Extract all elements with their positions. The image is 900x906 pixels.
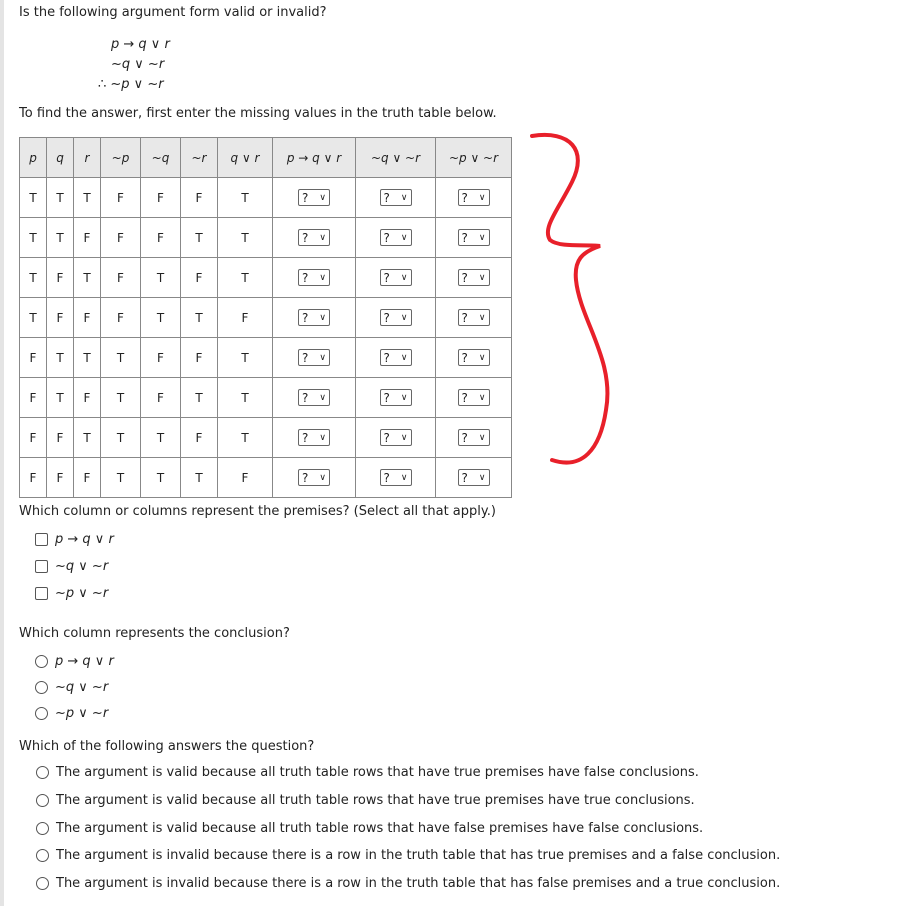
premise-option-3[interactable] bbox=[35, 586, 108, 601]
table-row bbox=[20, 218, 512, 258]
chevron-down-icon: ∨ bbox=[478, 393, 486, 403]
table-cell: F bbox=[101, 298, 141, 338]
dropdown-value: ? bbox=[461, 271, 468, 285]
table-cell: F bbox=[47, 458, 74, 498]
table-cell bbox=[436, 218, 512, 258]
table-cell: F bbox=[47, 298, 74, 338]
chevron-down-icon: ∨ bbox=[319, 473, 326, 483]
answer-dropdown[interactable] bbox=[298, 189, 330, 206]
answer-dropdown[interactable] bbox=[298, 309, 330, 326]
table-cell: F bbox=[74, 378, 101, 418]
table-cell: F bbox=[141, 218, 181, 258]
table-cell bbox=[436, 338, 512, 378]
header-r: r bbox=[74, 138, 101, 178]
table-cell: F bbox=[74, 218, 101, 258]
table-cell: F bbox=[20, 338, 47, 378]
answer-dropdown[interactable] bbox=[458, 189, 490, 206]
instruction-text: To find the answer, first enter the missing values in the truth table below. bbox=[19, 106, 497, 121]
chevron-down-icon: ∨ bbox=[319, 233, 326, 243]
table-row bbox=[20, 298, 512, 338]
chevron-down-icon: ∨ bbox=[319, 433, 326, 443]
header-not-r: ~r bbox=[181, 138, 218, 178]
table-cell bbox=[273, 458, 356, 498]
checkbox[interactable] bbox=[35, 587, 48, 600]
argument-form bbox=[98, 35, 198, 95]
dropdown-value: ? bbox=[383, 431, 390, 445]
chevron-down-icon: ∨ bbox=[478, 473, 486, 483]
dropdown-value: ? bbox=[461, 471, 468, 485]
answer-dropdown[interactable] bbox=[380, 389, 412, 406]
table-cell: F bbox=[141, 338, 181, 378]
answer-dropdown[interactable] bbox=[458, 469, 490, 486]
table-cell: F bbox=[141, 178, 181, 218]
table-cell bbox=[273, 338, 356, 378]
table-row bbox=[20, 338, 512, 378]
option-label: p → q ∨ r bbox=[55, 654, 114, 669]
chevron-down-icon: ∨ bbox=[319, 273, 326, 283]
table-cell bbox=[273, 378, 356, 418]
dropdown-value: ? bbox=[383, 191, 390, 205]
table-cell bbox=[273, 298, 356, 338]
table-cell: T bbox=[47, 378, 74, 418]
chevron-down-icon: ∨ bbox=[478, 233, 486, 243]
option-label: ~q ∨ ~r bbox=[55, 559, 109, 574]
premise-option-2[interactable] bbox=[35, 559, 108, 574]
chevron-down-icon: ∨ bbox=[319, 393, 326, 403]
answer-dropdown[interactable] bbox=[458, 429, 490, 446]
table-cell: T bbox=[218, 338, 273, 378]
answer-dropdown[interactable] bbox=[458, 269, 490, 286]
answer-dropdown[interactable] bbox=[458, 229, 490, 246]
answer-dropdown[interactable] bbox=[380, 229, 412, 246]
dropdown-value: ? bbox=[302, 271, 309, 285]
table-cell bbox=[356, 338, 436, 378]
table-cell: T bbox=[218, 418, 273, 458]
table-cell: T bbox=[181, 458, 218, 498]
dropdown-value: ? bbox=[302, 231, 309, 245]
option-label: ~p ∨ ~r bbox=[55, 706, 109, 721]
dropdown-value: ? bbox=[461, 191, 468, 205]
dropdown-value: ? bbox=[302, 191, 309, 205]
answer-option-3[interactable] bbox=[36, 821, 703, 836]
chevron-down-icon: ∨ bbox=[478, 353, 486, 363]
table-cell: F bbox=[20, 418, 47, 458]
table-cell bbox=[436, 298, 512, 338]
chevron-down-icon: ∨ bbox=[400, 193, 408, 203]
radio-button[interactable] bbox=[36, 822, 49, 835]
table-cell: T bbox=[74, 178, 101, 218]
dropdown-value: ? bbox=[383, 391, 390, 405]
table-cell: F bbox=[74, 298, 101, 338]
premise-option-1[interactable] bbox=[35, 532, 114, 547]
table-header-row bbox=[20, 138, 512, 178]
table-cell: T bbox=[74, 258, 101, 298]
dropdown-value: ? bbox=[461, 431, 468, 445]
table-cell: F bbox=[74, 458, 101, 498]
table-cell: F bbox=[181, 258, 218, 298]
radio-button[interactable] bbox=[35, 681, 48, 694]
dropdown-value: ? bbox=[461, 231, 468, 245]
table-cell: F bbox=[218, 298, 273, 338]
question-text: Is the following argument form valid or invalid? bbox=[19, 5, 327, 20]
header-not-p: ~p bbox=[101, 138, 141, 178]
table-cell: T bbox=[20, 218, 47, 258]
table-cell: T bbox=[218, 178, 273, 218]
chevron-down-icon: ∨ bbox=[400, 313, 408, 323]
radio-button[interactable] bbox=[36, 794, 49, 807]
table-cell bbox=[273, 178, 356, 218]
table-cell: T bbox=[101, 418, 141, 458]
answer-dropdown[interactable] bbox=[458, 309, 490, 326]
header-p: p bbox=[20, 138, 47, 178]
header-not-q: ~q bbox=[141, 138, 181, 178]
chevron-down-icon: ∨ bbox=[478, 193, 486, 203]
table-cell bbox=[436, 458, 512, 498]
table-cell: T bbox=[181, 378, 218, 418]
option-label: The argument is valid because all truth table rows that have true premises have false conclusions. bbox=[56, 765, 699, 780]
chevron-down-icon: ∨ bbox=[319, 313, 326, 323]
chevron-down-icon: ∨ bbox=[400, 233, 408, 243]
option-label: The argument is invalid because there is a row in the truth table that has false premises and a true conclusion. bbox=[56, 876, 781, 891]
table-cell bbox=[356, 258, 436, 298]
chevron-down-icon: ∨ bbox=[319, 193, 326, 203]
option-label: p → q ∨ r bbox=[55, 532, 114, 547]
option-label: The argument is invalid because there is a row in the truth table that has true premises and a false conclusion. bbox=[56, 848, 781, 863]
table-cell: F bbox=[181, 338, 218, 378]
table-cell: T bbox=[74, 338, 101, 378]
table-cell: F bbox=[101, 258, 141, 298]
answer-dropdown[interactable] bbox=[380, 429, 412, 446]
table-cell: T bbox=[101, 458, 141, 498]
table-cell bbox=[436, 178, 512, 218]
dropdown-value: ? bbox=[302, 311, 309, 325]
table-cell: T bbox=[101, 378, 141, 418]
chevron-down-icon: ∨ bbox=[400, 473, 408, 483]
answer-option-1[interactable] bbox=[36, 765, 699, 780]
table-row bbox=[20, 178, 512, 218]
option-label: ~q ∨ ~r bbox=[55, 680, 109, 695]
dropdown-value: ? bbox=[461, 391, 468, 405]
header-p-implies: p → q ∨ r bbox=[273, 138, 356, 178]
dropdown-value: ? bbox=[383, 311, 390, 325]
dropdown-value: ? bbox=[461, 351, 468, 365]
dropdown-value: ? bbox=[461, 311, 468, 325]
answer-dropdown[interactable] bbox=[298, 229, 330, 246]
header-notq-or-notr: ~q ∨ ~r bbox=[356, 138, 436, 178]
table-row bbox=[20, 418, 512, 458]
premise-1: p → q ∨ r bbox=[111, 37, 170, 52]
answer-dropdown[interactable] bbox=[380, 309, 412, 326]
table-cell: T bbox=[218, 218, 273, 258]
table-row bbox=[20, 258, 512, 298]
answer-dropdown[interactable] bbox=[380, 269, 412, 286]
table-cell: T bbox=[218, 378, 273, 418]
chevron-down-icon: ∨ bbox=[400, 393, 408, 403]
answer-dropdown[interactable] bbox=[298, 269, 330, 286]
dropdown-value: ? bbox=[383, 271, 390, 285]
dropdown-value: ? bbox=[383, 351, 390, 365]
table-cell: T bbox=[141, 258, 181, 298]
checkbox[interactable] bbox=[35, 560, 48, 573]
answer-dropdown[interactable] bbox=[298, 349, 330, 366]
conclusion: ∴ ~p ∨ ~r bbox=[98, 77, 164, 92]
answer-dropdown[interactable] bbox=[380, 189, 412, 206]
checkbox[interactable] bbox=[35, 533, 48, 546]
table-cell: T bbox=[47, 218, 74, 258]
table-cell: T bbox=[74, 418, 101, 458]
answer-option-4[interactable] bbox=[36, 848, 780, 863]
left-border bbox=[0, 0, 4, 906]
table-cell bbox=[436, 258, 512, 298]
table-cell bbox=[356, 458, 436, 498]
header-notp-or-notr: ~p ∨ ~r bbox=[436, 138, 512, 178]
table-cell: F bbox=[181, 418, 218, 458]
table-cell: T bbox=[181, 298, 218, 338]
radio-button[interactable] bbox=[35, 655, 48, 668]
header-q-or-r: q ∨ r bbox=[218, 138, 273, 178]
chevron-down-icon: ∨ bbox=[478, 313, 486, 323]
dropdown-value: ? bbox=[383, 231, 390, 245]
table-row bbox=[20, 458, 512, 498]
table-cell bbox=[356, 298, 436, 338]
option-label: The argument is valid because all truth table rows that have false premises have false conclusions. bbox=[56, 821, 704, 836]
table-cell: F bbox=[218, 458, 273, 498]
table-cell: F bbox=[101, 178, 141, 218]
table-cell bbox=[356, 218, 436, 258]
table-cell: T bbox=[47, 178, 74, 218]
table-cell: T bbox=[141, 458, 181, 498]
option-label: ~p ∨ ~r bbox=[55, 586, 109, 601]
red-brace-annotation bbox=[530, 120, 630, 490]
table-cell bbox=[273, 258, 356, 298]
table-cell bbox=[356, 418, 436, 458]
answer-dropdown[interactable] bbox=[380, 349, 412, 366]
chevron-down-icon: ∨ bbox=[400, 353, 408, 363]
table-row bbox=[20, 378, 512, 418]
table-cell: T bbox=[20, 178, 47, 218]
dropdown-value: ? bbox=[383, 471, 390, 485]
dropdown-value: ? bbox=[302, 391, 309, 405]
option-label: The argument is valid because all truth table rows that have true premises have true conclusions. bbox=[56, 793, 695, 808]
answer-option-2[interactable] bbox=[36, 793, 695, 808]
radio-button[interactable] bbox=[35, 707, 48, 720]
table-cell bbox=[356, 178, 436, 218]
table-cell bbox=[356, 378, 436, 418]
table-cell: T bbox=[141, 298, 181, 338]
table-cell bbox=[436, 418, 512, 458]
table-cell: F bbox=[181, 178, 218, 218]
chevron-down-icon: ∨ bbox=[478, 433, 486, 443]
chevron-down-icon: ∨ bbox=[478, 273, 486, 283]
radio-button[interactable] bbox=[36, 849, 49, 862]
dropdown-value: ? bbox=[302, 431, 309, 445]
premise-2: ~q ∨ ~r bbox=[111, 57, 165, 72]
conclusion-option-2[interactable] bbox=[35, 680, 108, 695]
answer-dropdown[interactable] bbox=[298, 469, 330, 486]
answer-dropdown[interactable] bbox=[380, 469, 412, 486]
answer-option-5[interactable] bbox=[36, 876, 780, 891]
truth-table bbox=[19, 137, 512, 498]
chevron-down-icon: ∨ bbox=[400, 273, 408, 283]
dropdown-value: ? bbox=[302, 471, 309, 485]
table-cell: T bbox=[20, 258, 47, 298]
table-cell: F bbox=[101, 218, 141, 258]
answer-dropdown[interactable] bbox=[458, 389, 490, 406]
answer-dropdown[interactable] bbox=[298, 389, 330, 406]
table-cell: T bbox=[141, 418, 181, 458]
table-cell bbox=[436, 378, 512, 418]
table-cell: T bbox=[181, 218, 218, 258]
chevron-down-icon: ∨ bbox=[400, 433, 408, 443]
conclusion-option-3[interactable] bbox=[35, 706, 108, 721]
conclusion-option-1[interactable] bbox=[35, 654, 114, 669]
table-cell: F bbox=[47, 418, 74, 458]
premises-question: Which column or columns represent the premises? (Select all that apply.) bbox=[19, 504, 496, 519]
answer-dropdown[interactable] bbox=[458, 349, 490, 366]
table-cell: T bbox=[218, 258, 273, 298]
answer-dropdown[interactable] bbox=[298, 429, 330, 446]
table-cell: T bbox=[101, 338, 141, 378]
table-cell: F bbox=[47, 258, 74, 298]
radio-button[interactable] bbox=[36, 766, 49, 779]
table-cell: T bbox=[20, 298, 47, 338]
table-cell: F bbox=[20, 378, 47, 418]
table-cell bbox=[273, 218, 356, 258]
table-cell: F bbox=[141, 378, 181, 418]
dropdown-value: ? bbox=[302, 351, 309, 365]
answer-question: Which of the following answers the question? bbox=[19, 739, 315, 754]
header-q: q bbox=[47, 138, 74, 178]
conclusion-question: Which column represents the conclusion? bbox=[19, 626, 290, 641]
radio-button[interactable] bbox=[36, 877, 49, 890]
table-cell: T bbox=[47, 338, 74, 378]
table-cell: F bbox=[20, 458, 47, 498]
chevron-down-icon: ∨ bbox=[319, 353, 326, 363]
table-cell bbox=[273, 418, 356, 458]
